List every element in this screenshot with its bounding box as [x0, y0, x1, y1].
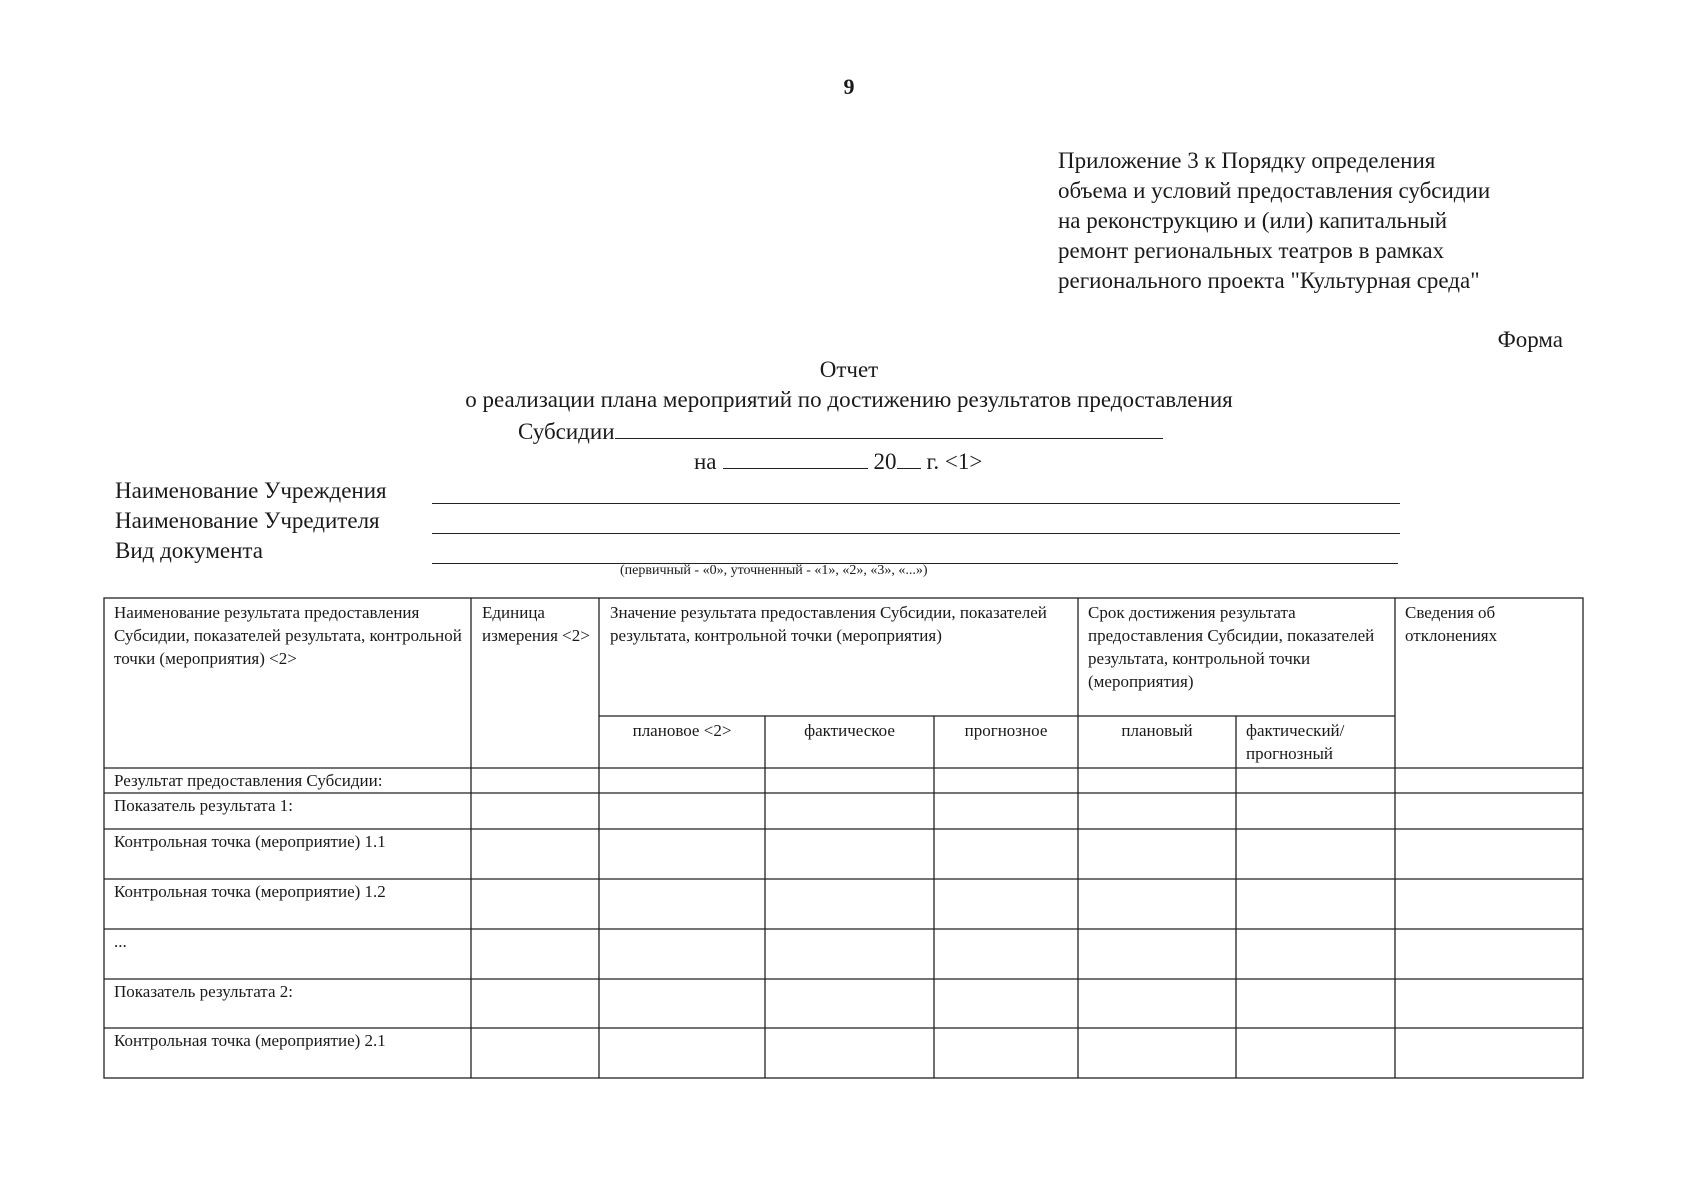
table-row: Результат предоставления Субсидии:	[114, 771, 383, 790]
doc-type-hint: (первичный - «0», уточненный - «1», «2», «3», «...»)	[620, 563, 928, 578]
table-row: Контрольная точка (мероприятие) 1.2	[114, 882, 386, 901]
page-number: 9	[843, 74, 855, 99]
header-deadline: Срок достижения результата предоставления Субсидии, показателей результата, контрольной точки (мероприятия)	[1088, 603, 1375, 691]
table-row: Показатель результата 2:	[114, 982, 293, 1001]
appendix-line: регионального проекта "Культурная среда"	[1058, 268, 1480, 293]
subsidy-prefix: Субсидии	[518, 419, 615, 444]
date-suffix: г. <1>	[926, 449, 983, 474]
header-deviations: Сведения об отклонениях	[1405, 603, 1498, 645]
header-value: Значение результата предоставления Субсидии, показателей результата, контрольной точки (мероприятия)	[610, 603, 1047, 645]
institution-label: Наименование Учреждения	[115, 478, 387, 503]
table-row: Контрольная точка (мероприятие) 2.1	[114, 1031, 386, 1050]
header-name: Наименование результата предоставления Субсидии, показателей результата, контрольной точки (мероприятия) <2>	[114, 603, 462, 668]
table-row: Контрольная точка (мероприятие) 1.1	[114, 832, 386, 851]
table-row: Показатель результата 1:	[114, 796, 293, 815]
header-value-actual: фактическое	[804, 721, 895, 740]
appendix-line: Приложение 3 к Порядку определения	[1058, 148, 1436, 173]
header-deadline-actual: фактический/ прогнозный	[1246, 721, 1345, 763]
table-row: ...	[114, 932, 127, 951]
header-value-forecast: прогнозное	[964, 721, 1048, 740]
header-value-planned: плановое <2>	[632, 721, 732, 740]
appendix-line: объема и условий предоставления субсидии	[1058, 178, 1491, 203]
appendix-line: ремонт региональных театров в рамках	[1058, 238, 1445, 263]
appendix-line: на реконструкцию и (или) капитальный	[1058, 208, 1448, 233]
date-year: 20	[873, 449, 897, 474]
date-prefix: на	[694, 449, 717, 474]
form-label: Форма	[1497, 327, 1563, 352]
header-deadline-planned: плановый	[1121, 721, 1193, 740]
report-subtitle: о реализации плана мероприятий по достижению результатов предоставления	[465, 387, 1233, 412]
report-title: Отчет	[819, 357, 879, 382]
header-unit: Единица измерения <2>	[482, 603, 590, 645]
doc-type-label: Вид документа	[115, 538, 263, 563]
founder-label: Наименование Учредителя	[115, 508, 380, 533]
